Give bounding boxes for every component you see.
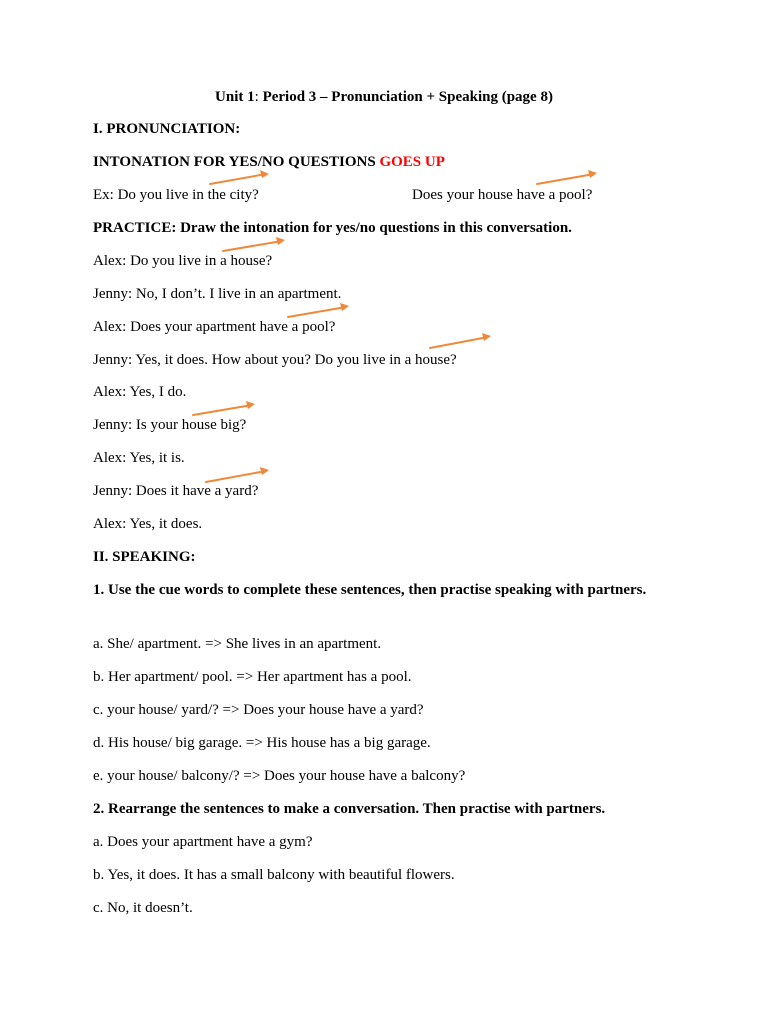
- arrowhead-icon: [588, 170, 597, 178]
- conversation-line: Jenny: Is your house big?: [93, 417, 247, 433]
- intonation-highlight: GOES UP: [379, 154, 445, 170]
- practice-instruction: PRACTICE: Draw the intonation for yes/no questions in this conversation.: [93, 220, 572, 236]
- rising-arrow-icon: [193, 405, 252, 415]
- page-title: [0, 87, 768, 107]
- task1-item: c. your house/ yard/? => Does your house have a yard?: [93, 702, 424, 718]
- conversation-line: Alex: Does your apartment have a pool?: [93, 319, 336, 335]
- arrowhead-icon: [340, 303, 349, 311]
- rising-arrow-icon: [223, 241, 282, 251]
- task1-item: a. She/ apartment. => She lives in an apartment.: [93, 636, 382, 652]
- arrowhead-icon: [260, 467, 269, 475]
- rising-arrow-icon: [210, 174, 266, 184]
- conversation-line: Alex: Yes, it does.: [93, 516, 203, 532]
- rising-arrow-icon: [288, 307, 346, 317]
- task1-instruction: 1. Use the cue words to complete these sentences, then practise speaking with partners.: [93, 582, 647, 598]
- pronunciation-heading: I. PRONUNCIATION:: [93, 121, 241, 137]
- task1-item: e. your house/ balcony/? => Does your house have a balcony?: [93, 768, 466, 784]
- conversation-line: Jenny: No, I don’t. I live in an apartment.: [93, 286, 342, 302]
- arrowhead-icon: [276, 237, 285, 245]
- title-colon: :: [254, 89, 263, 105]
- conversation-line: Jenny: Yes, it does. How about you? Do you live in a house?: [93, 352, 457, 368]
- arrowhead-icon: [482, 333, 491, 341]
- task2-item: a. Does your apartment have a gym?: [93, 834, 313, 850]
- task1-item: b. Her apartment/ pool. => Her apartment has a pool.: [93, 669, 412, 685]
- rising-arrow-icon: [430, 337, 488, 348]
- rising-arrow-icon: [537, 174, 594, 184]
- arrowhead-icon: [246, 401, 255, 409]
- intonation-label: INTONATION FOR YES/NO QUESTIONS: [93, 154, 380, 170]
- conversation-line: Alex: Do you live in a house?: [93, 253, 273, 269]
- conversation-line: Jenny: Does it have a yard?: [93, 483, 259, 499]
- example-2: Does your house have a pool?: [412, 187, 593, 203]
- conversation-line: Alex: Yes, I do.: [93, 384, 187, 400]
- task2-item: c. No, it doesn’t.: [93, 900, 193, 916]
- task2-instruction: 2. Rearrange the sentences to make a conversation. Then practise with partners.: [93, 801, 606, 817]
- title-rest: Period 3 – Pronunciation + Speaking (page 8): [262, 89, 553, 105]
- task1-item: d. His house/ big garage. => His house has a big garage.: [93, 735, 431, 751]
- task2-item: b. Yes, it does. It has a small balcony with beautiful flowers.: [93, 867, 455, 883]
- example-1: Ex: Do you live in the city?: [93, 187, 259, 203]
- intonation-rule: [93, 152, 445, 172]
- title-unit: Unit 1: [215, 89, 255, 105]
- speaking-heading: II. SPEAKING:: [93, 549, 196, 565]
- conversation-line: Alex: Yes, it is.: [93, 450, 185, 466]
